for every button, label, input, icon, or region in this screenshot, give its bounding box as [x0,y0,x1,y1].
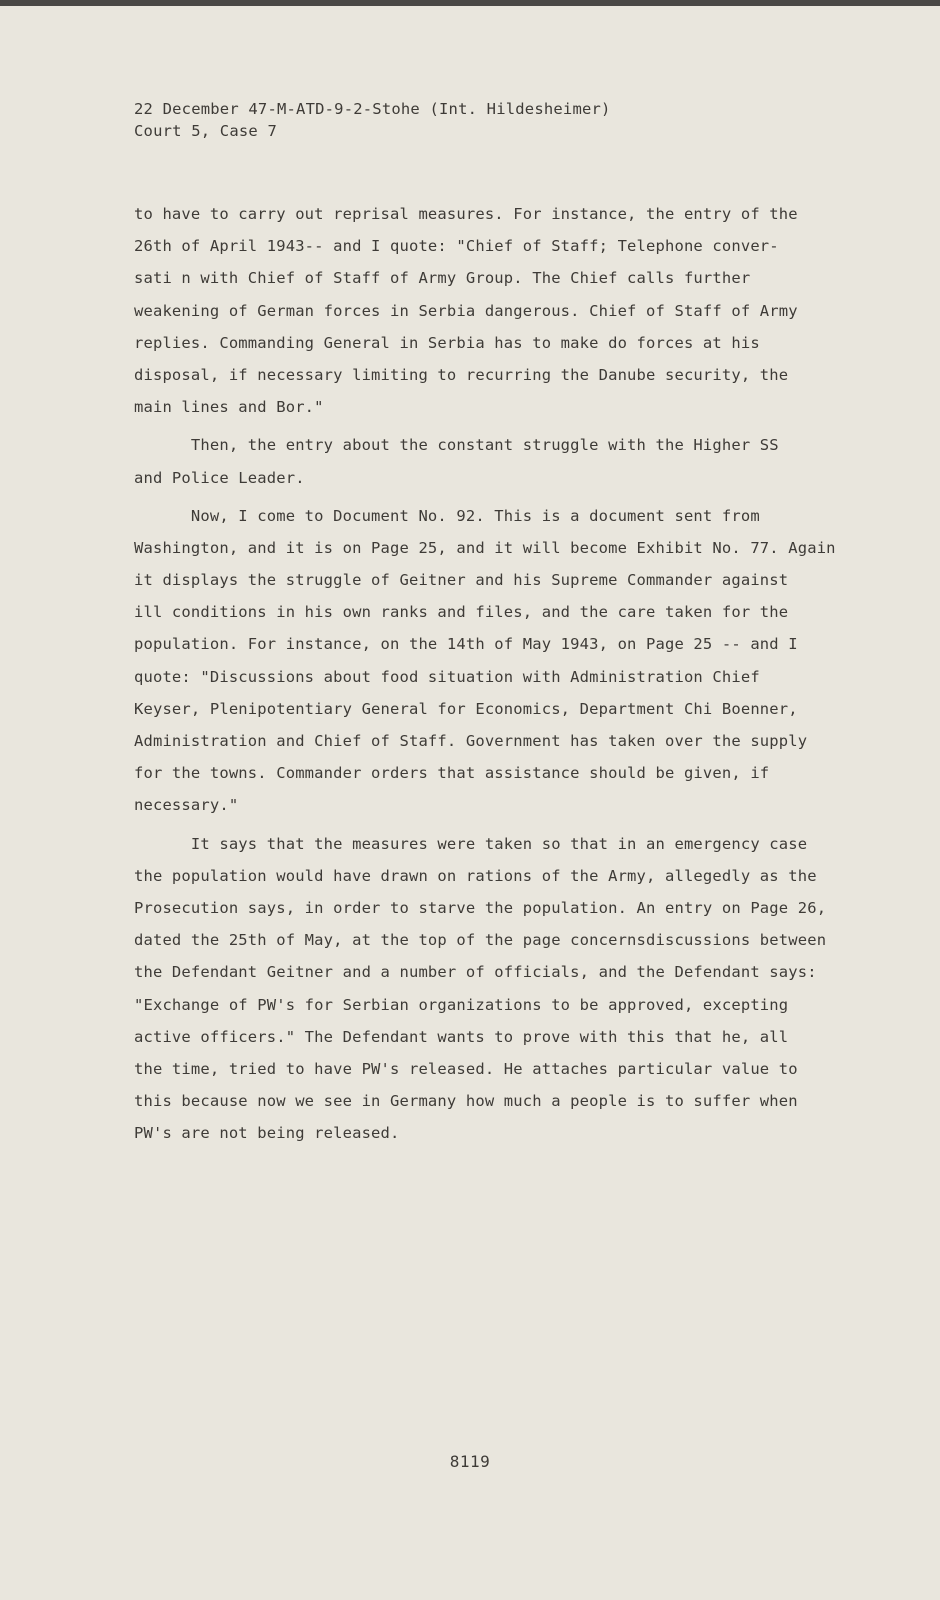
text-line: It says that the measures were taken so that in an emergency case [134,834,808,853]
text-line: Keyser, Plenipotentiary General for Economics, Department Chi Boenner, [134,699,798,718]
paragraph-4 [134,828,904,1150]
text-line: Washington, and it is on Page 25, and it will become Exhibit No. 77. Again [134,538,836,557]
text-line: necessary." [134,796,239,815]
text-line: for the towns. Commander orders that assistance should be given, if [134,764,770,783]
page-top-edge [0,0,940,6]
text-line: the population would have drawn on rations of the Army, allegedly as the [134,866,817,885]
text-line: the Defendant Geitner and a number of officials, and the Defendant says: [134,963,817,982]
text-line: main lines and Bor." [134,398,324,417]
text-line: ill conditions in his own ranks and files, and the care taken for the [134,603,789,622]
text-line: Administration and Chief of Staff. Government has taken over the supply [134,732,808,750]
text-line: Then, the entry about the constant struggle with the Higher SS [134,436,779,455]
paragraph-2 [134,429,904,493]
text-line: PW's are not being released. [134,1124,400,1143]
page-number: 8119 [449,1452,491,1471]
document-header [134,98,611,142]
text-line: Now, I come to Document No. 92. This is a document sent from [134,506,760,525]
text-line: 26th of April 1943-- and I quote: "Chief of Staff; Telephone conver- [134,237,779,256]
header-reference-line: 22 December 47-M-ATD-9-2-Stohe (Int. Hildesheimer) [134,100,611,118]
text-line: replies. Commanding General in Serbia has to make do forces at his [134,333,760,352]
text-line: active officers." The Defendant wants to prove with this that he, all [134,1027,789,1046]
text-line: disposal, if necessary limiting to recurring the Danube security, the [134,365,789,384]
document-body [134,198,904,1149]
text-line: and Police Leader. [134,468,305,487]
text-line: Prosecution says, in order to starve the population. An entry on Page 26, [134,898,827,917]
text-line: it displays the struggle of Geitner and his Supreme Commander against [134,571,789,590]
header-court-line: Court 5, Case 7 [134,122,277,140]
text-line: population. For instance, on the 14th of May 1943, on Page 25 -- and I [134,635,798,654]
paragraph-3 [134,500,904,822]
text-line: the time, tried to have PW's released. He attaches particular value to [134,1059,798,1078]
text-line: quote: "Discussions about food situation with Administration Chief [134,667,760,686]
text-line: sati n with Chief of Staff of Army Group. The Chief calls further [134,269,751,288]
paragraph-1 [134,198,904,423]
text-line: dated the 25th of May, at the top of the page concernsdiscussions between [134,931,827,950]
text-line: "Exchange of PW's for Serbian organizations to be approved, excepting [134,995,789,1014]
text-line: this because now we see in Germany how much a people is to suffer when [134,1092,798,1111]
text-line: to have to carry out reprisal measures. For instance, the entry of the [134,205,798,223]
text-line: weakening of German forces in Serbia dangerous. Chief of Staff of Army [134,301,798,320]
